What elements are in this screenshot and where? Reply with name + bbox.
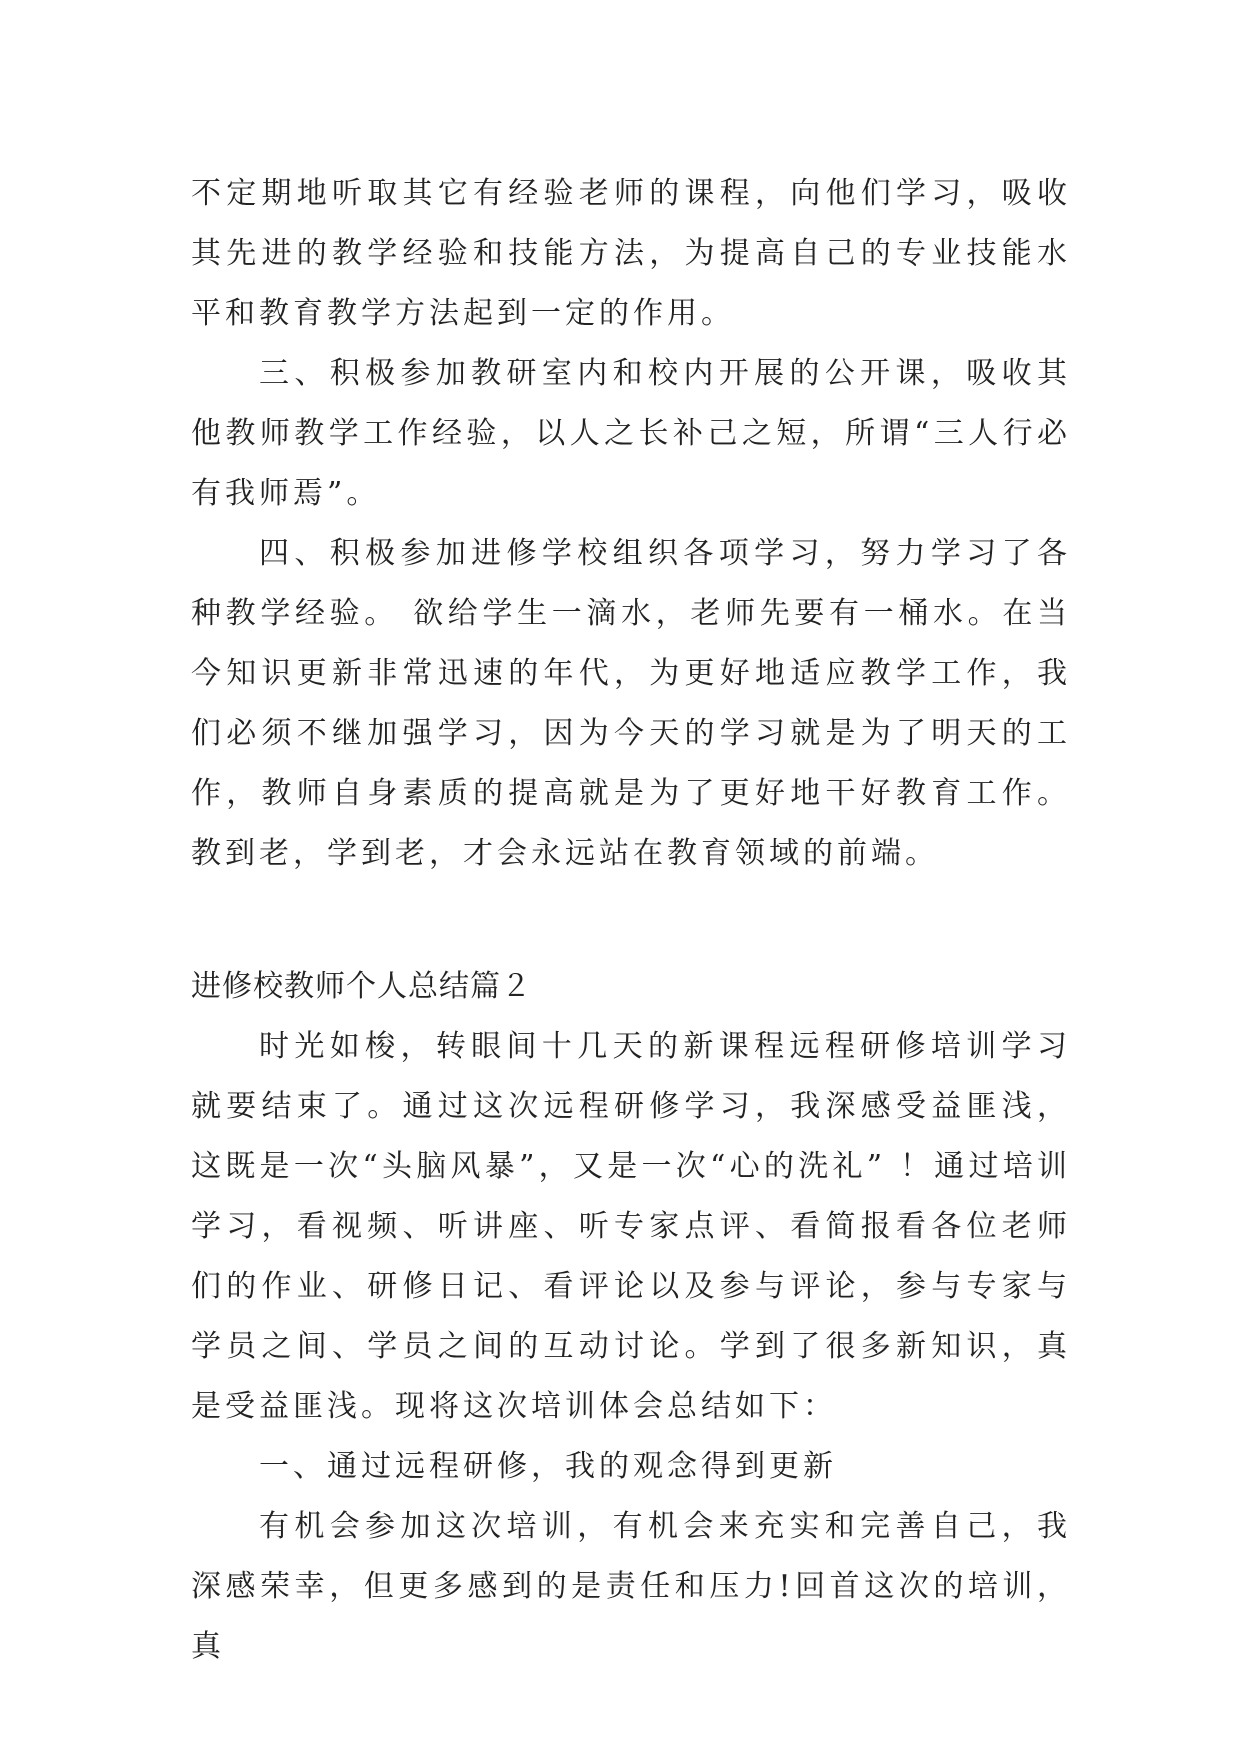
section-heading: 进修校教师个人总结篇２ xyxy=(191,969,532,1004)
paragraph-point-four: 四、积极参加进修学校组织各项学习，努力学习了各种教学经验。 欲给学生一滴水，老师先要有一桶水。在当今知识更新非常迅速的年代，为更好地适应教学工作，我们必须不继加强学习，因为今天的学习就是为了明天的工作，教师自身素质的提高就是为了更好地干好教育工作。教到老，学到老，才会永远站在教育领域的前端。 xyxy=(191,536,1071,871)
paragraph-learning-from-colleagues: 不定期地听取其它有经验老师的课程，向他们学习，吸收其先进的教学经验和技能方法，为提高自己的专业技能水平和教育教学方法起到一定的作用。 xyxy=(191,176,1071,331)
document-body xyxy=(191,164,1071,1677)
paragraph-subheading-one: 一、通过远程研修，我的观念得到更新 xyxy=(259,1449,837,1484)
paragraph-point-three: 三、积极参加教研室内和校内开展的公开课，吸收其他教师教学工作经验，以人之长补己之短，所谓“三人行必有我师焉”。 xyxy=(191,356,1071,511)
paragraph-training-reflection: 有机会参加这次培训，有机会来充实和完善自己，我深感荣幸，但更多感到的是责任和压力!回首这次的培训，真 xyxy=(191,1509,1071,1664)
paragraph-training-intro: 时光如梭，转眼间十几天的新课程远程研修培训学习就要结束了。通过这次远程研修学习，我深感受益匪浅，这既是一次“头脑风暴”，又是一次“心的洗礼” ！通过培训学习，看视频、听讲座、听专家点评、看简报看各位老师们的作业、研修日记、看评论以及参与评论，参与专家与学员之间、学员之间的互动讨论。学到了很多新知识，真是受益匪浅。现将这次培训体会总结如下： xyxy=(191,1029,1071,1424)
